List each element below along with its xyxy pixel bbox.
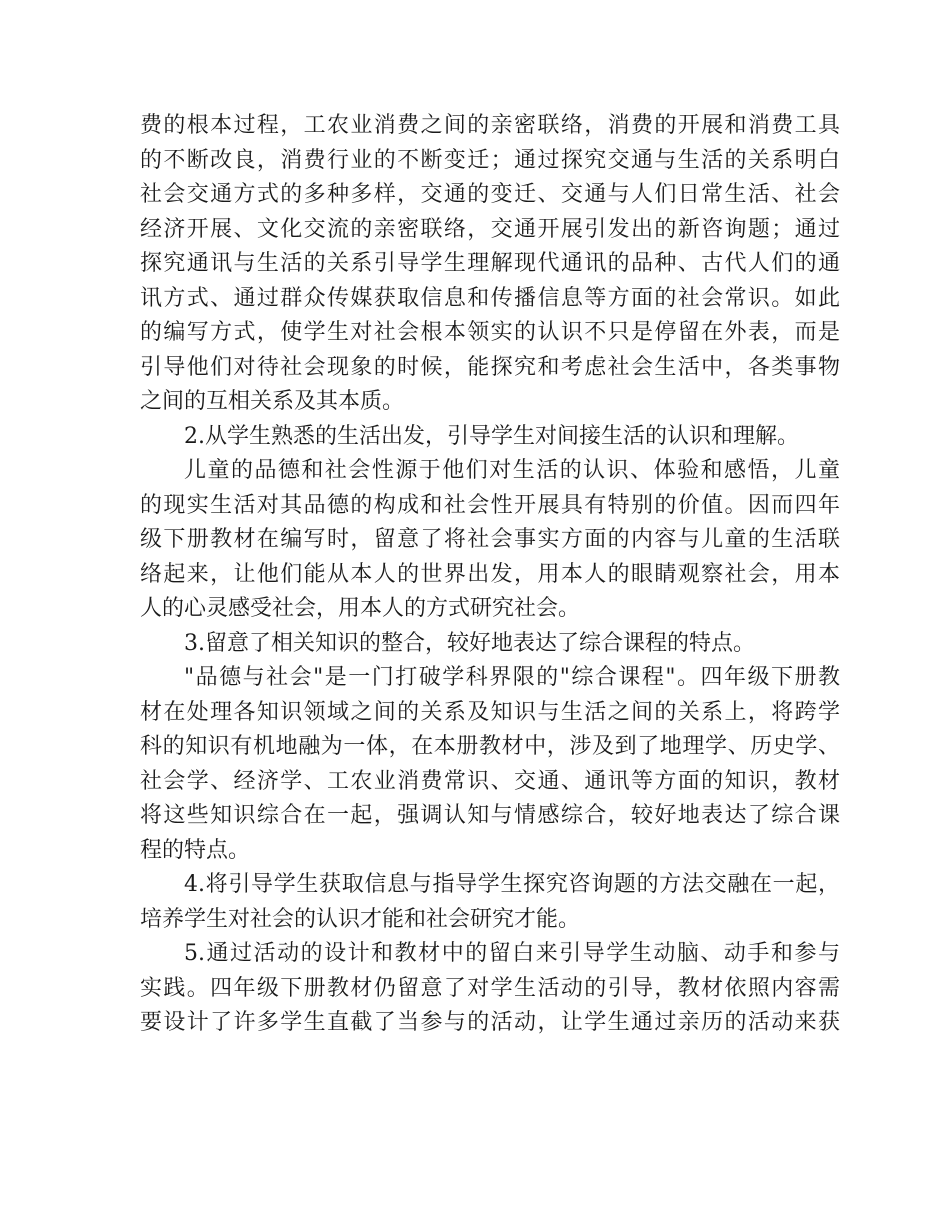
section-heading: 5.通过活动的设计和教材中的留白来引导学生动脑、动手和参与 (184, 941, 840, 966)
document-body (140, 109, 840, 1041)
text-line: 探究通讯与生活的关系引导学生理解现代通讯的品种、古代人们的通 (140, 251, 840, 276)
section-heading: 4.将引导学生获取信息与指导学生探究咨询题的方法交融在一起， (184, 872, 840, 897)
section-heading: 3.留意了相关知识的整合，较好地表达了综合课程的特点。 (184, 630, 755, 656)
text-line: 络起来，让他们能从本人的世界出发，用本人的眼睛观察社会，用本 (140, 561, 840, 587)
text-line: 要设计了许多学生直截了当参与的活动，让学生通过亲历的活动来获 (140, 1010, 840, 1035)
text-line: 的现实生活对其品德的构成和社会性开展具有特别的价值。因而四年 (140, 492, 840, 518)
text-line: 级下册教材在编写时，留意了将社会事实方面的内容与儿童的生活联 (140, 527, 840, 552)
text-line: 科的知识有机地融为一体，在本册教材中，涉及到了地理学、历史学、 (140, 734, 840, 759)
text-line: 的不断改良，消费行业的不断变迁；通过探究交通与生活的关系明白 (140, 147, 840, 173)
text-line: 实践。四年级下册教材仍留意了对学生活动的引导，教材依照内容需 (140, 975, 840, 1001)
text-line: 之间的互相关系及其本质。 (140, 389, 405, 414)
text-line: 材在处理各知识领域之间的关系及知识与生活之间的关系上，将跨学 (140, 699, 840, 725)
text-line: 费的根本过程，工农业消费之间的亲密联络，消费的开展和消费工具 (140, 113, 840, 138)
text-line: 引导他们对待社会现象的时候，能探究和考虑社会生活中，各类事物 (140, 354, 840, 380)
text-line: 社会交通方式的多种多样，交通的变迁、交通与人们日常生活、社会 (140, 182, 840, 207)
text-line: 培养学生对社会的认识才能和社会研究才能。 (140, 906, 581, 932)
text-line: 程的特点。 (140, 837, 251, 863)
text-line: 儿童的品德和社会性源于他们对生活的认识、体验和感悟，儿童 (184, 458, 840, 483)
text-line: 社会学、经济学、工农业消费常识、交通、通讯等方面的知识，教材 (140, 768, 840, 794)
text-line: 将这些知识综合在一起，强调认知与情感综合，较好地表达了综合课 (140, 803, 840, 828)
text-line: 讯方式、通过群众传媒获取信息和传播信息等方面的社会常识。如此 (140, 285, 840, 311)
section-heading: 2.从学生熟悉的生活出发，引导学生对间接生活的认识和理解。 (184, 423, 799, 449)
text-line: "品德与社会"是一门打破学科界限的"综合课程"。四年级下册教 (184, 665, 840, 690)
text-line: 的编写方式，使学生对社会根本领实的认识不只是停留在外表，而是 (140, 320, 840, 345)
text-line: 人的心灵感受社会，用本人的方式研究社会。 (140, 596, 581, 621)
text-line: 经济开展、文化交流的亲密联络，交通开展引发出的新咨询题；通过 (140, 216, 840, 242)
